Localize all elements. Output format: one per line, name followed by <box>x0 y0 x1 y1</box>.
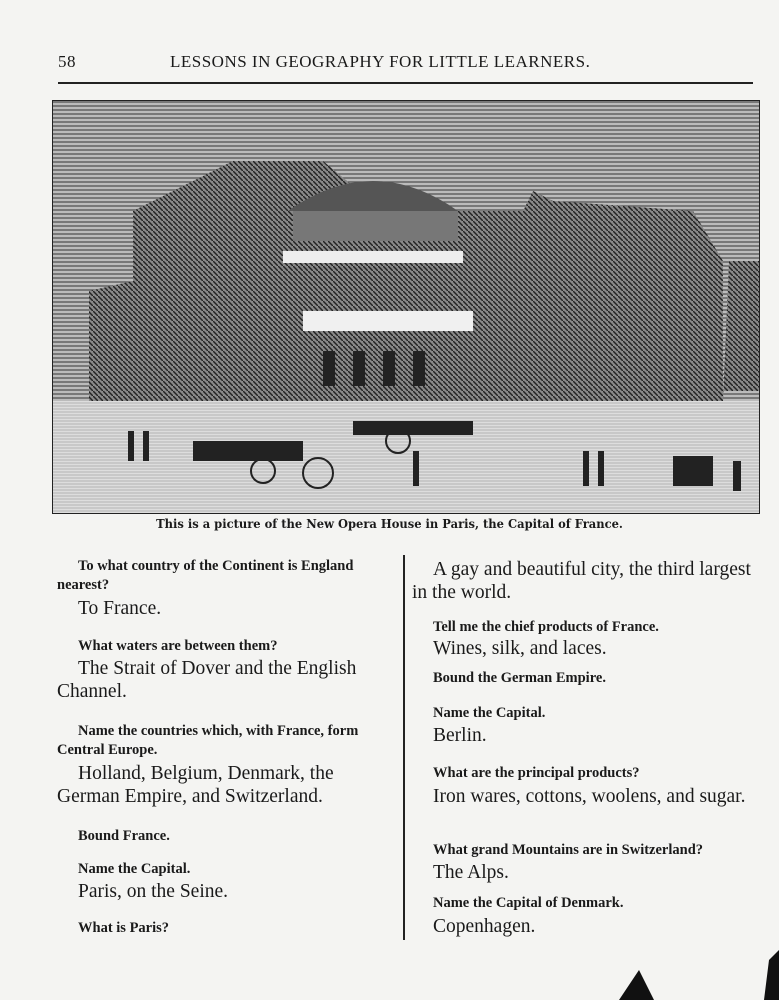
answer: The Strait of Dover and the English Channel. <box>57 658 357 702</box>
question: Tell me the chief products of France. <box>433 619 659 635</box>
question: Name the Capital of Denmark. <box>433 895 624 911</box>
question: Name the Capital. <box>433 705 546 721</box>
question: What are the principal products? <box>433 765 640 781</box>
page-number: 58 <box>58 52 76 71</box>
question: Bound France. <box>78 828 170 844</box>
header-rule <box>58 82 753 84</box>
answer: Paris, on the Seine. <box>78 881 229 902</box>
question: Name the Capital. <box>78 861 191 877</box>
answer: To France. <box>78 598 162 619</box>
question: Name the countries which, with France, form Central Europe. <box>57 723 359 758</box>
question: Bound the German Empire. <box>433 670 606 686</box>
answer: Holland, Belgium, Denmark, the German Empire, and Switzerland. <box>57 763 334 807</box>
answer: A gay and beautiful city, the third largest in the world. <box>412 559 751 603</box>
answer: Wines, silk, and laces. <box>433 638 607 659</box>
question: What waters are between them? <box>78 638 278 654</box>
question: What is Paris? <box>78 920 170 936</box>
question: What grand Mountains are in Switzerland? <box>433 842 704 858</box>
question: To what country of the Continent is England nearest? <box>57 558 354 593</box>
answer: The Alps. <box>433 862 509 883</box>
answer: Iron wares, cottons, woolens, and sugar. <box>433 786 746 807</box>
opera-house-engraving <box>52 100 760 514</box>
answer: Copenhagen. <box>433 916 536 937</box>
answer: Berlin. <box>433 725 487 746</box>
figure-caption: This is a picture of the New Opera House in Paris, the Capital of France. <box>156 516 623 531</box>
page-tear-mark <box>599 940 779 1000</box>
column-divider <box>403 555 405 940</box>
running-title: LESSONS IN GEOGRAPHY FOR LITTLE LEARNERS. <box>170 52 591 71</box>
